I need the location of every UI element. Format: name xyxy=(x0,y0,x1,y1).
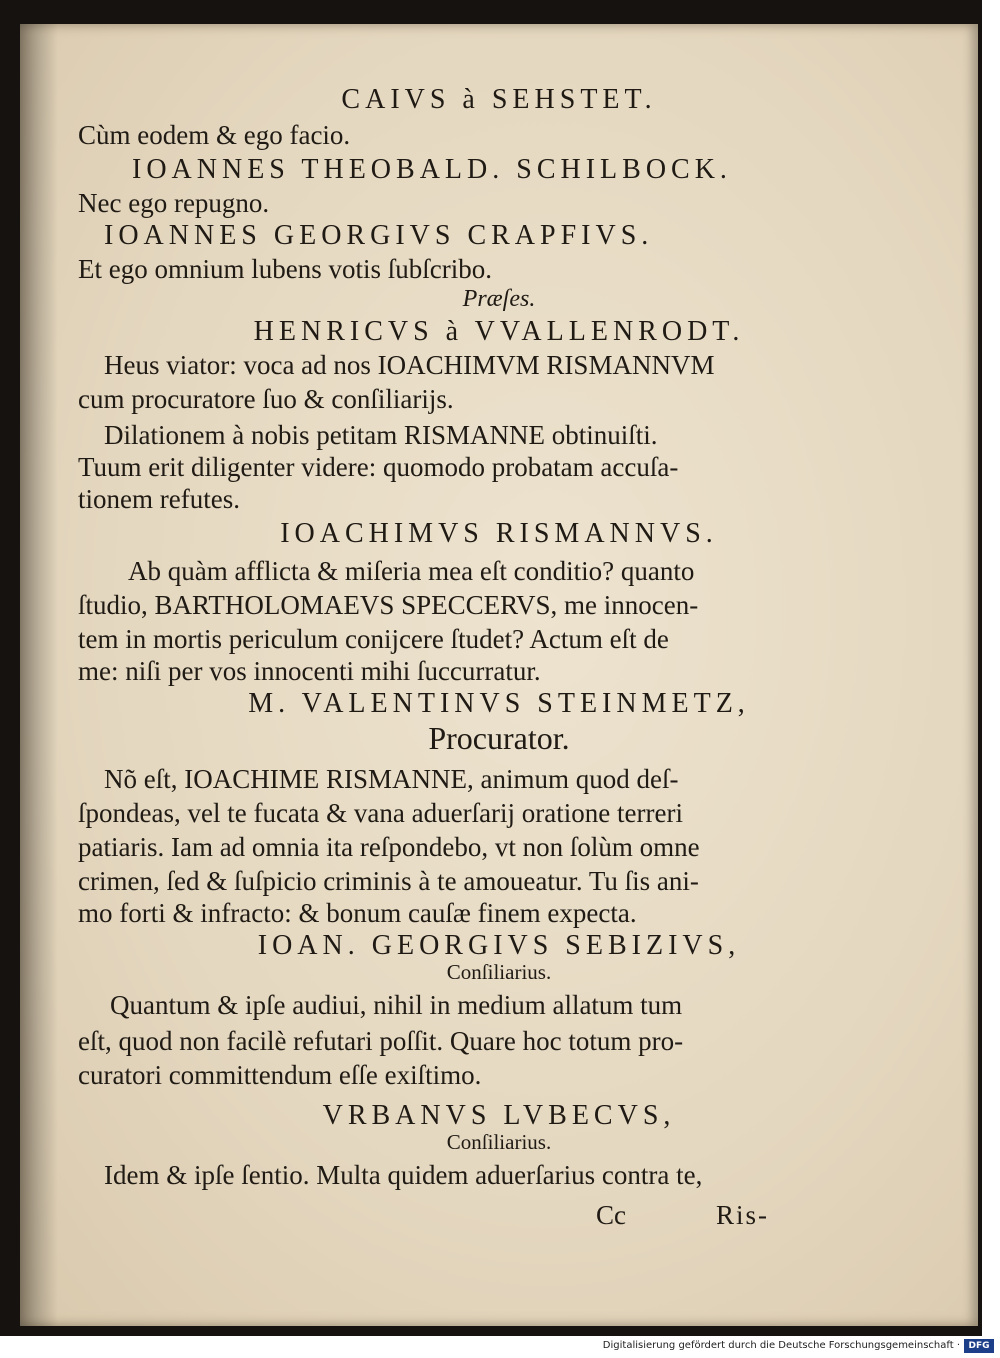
speaker-heading: IOANNES THEOBALD. SCHILBOCK. xyxy=(132,154,732,185)
speaker-heading: HENRICVS à VVALLENRODT. xyxy=(253,316,745,347)
text-line: curatori committendum eſſe exiſtimo. xyxy=(78,1060,482,1090)
text-line: Heus viator: voca ad nos IOACHIMVM RISMANNVM xyxy=(104,350,715,380)
text-line: Nec ego repugno. xyxy=(78,188,270,218)
text-line: Ab quàm afflicta & miſeria mea eſt conditio? quanto xyxy=(128,556,695,586)
text-line: Quantum & ipſe audiui, nihil in medium allatum tum xyxy=(110,990,683,1020)
text-line: patiaris. Iam ad omnia ita reſpondebo, vt non ſolùm omne xyxy=(78,832,700,862)
text-line: Cùm eodem & ego facio. xyxy=(78,120,351,150)
text-line: mo forti & infracto: & bonum cauſæ finem expecta. xyxy=(78,898,637,928)
speaker-heading: IOANNES GEORGIVS CRAPFIVS. xyxy=(104,220,654,251)
speaker-heading: VRBANVS LVBECVS, xyxy=(322,1100,676,1131)
text-line: Dilationem à nobis petitam RISMANNE obtinuiſti. xyxy=(104,420,658,450)
text-line: Nõ eſt, IOACHIME RISMANNE, animum quod deſ- xyxy=(104,764,679,794)
text-line: Et ego omnium lubens votis ſubſcribo. xyxy=(78,254,492,284)
catchword: Ris- xyxy=(716,1200,770,1230)
speaker-heading: IOACHIMVS RISMANNVS. xyxy=(280,518,718,549)
footer-credit: Digitalisierung gefördert durch die Deutsche Forschungsgemeinschaft · xyxy=(602,1340,960,1351)
speaker-heading: IOAN. GEORGIVS SEBIZIVS, xyxy=(257,930,741,961)
text-line: me: niſi per vos innocenti mihi ſuccurratur. xyxy=(78,656,541,686)
role-label: Conſiliarius. xyxy=(446,960,552,984)
speaker-heading: CAIVS à SEHSTET. xyxy=(341,84,657,115)
text-line: ſpondeas, vel te fucata & vana aduerſarij oratione terreri xyxy=(78,798,683,828)
speaker-heading: M. VALENTINVS STEINMETZ, xyxy=(248,688,750,719)
role-label: Conſiliarius. xyxy=(446,1130,552,1154)
text-line: Tuum erit diligenter videre: quomodo probatam accuſa- xyxy=(78,452,679,482)
text-line: tionem refutes. xyxy=(78,484,240,514)
role-label: Præſes. xyxy=(462,286,536,312)
text-line: cum procuratore ſuo & conſiliarijs. xyxy=(78,384,454,414)
text-line: crimen, ſed & ſuſpicio criminis à te amoueatur. Tu ſis ani- xyxy=(78,866,699,896)
text-line: tem in mortis periculum conijcere ſtudet? Actum eſt de xyxy=(78,624,669,654)
book-page xyxy=(20,24,978,1326)
signature-mark: Cc xyxy=(596,1200,626,1230)
dfg-logo: DFG xyxy=(964,1339,994,1353)
text-line: Idem & ipſe ſentio. Multa quidem aduerſarius contra te, xyxy=(104,1160,703,1190)
text-line: eſt, quod non facilè refutari poſſit. Quare hoc totum pro- xyxy=(78,1026,684,1056)
text-line: ſtudio, BARTHOLOMAEVS SPECCERVS, me innocen- xyxy=(78,590,699,620)
role-label: Procurator. xyxy=(428,720,570,756)
